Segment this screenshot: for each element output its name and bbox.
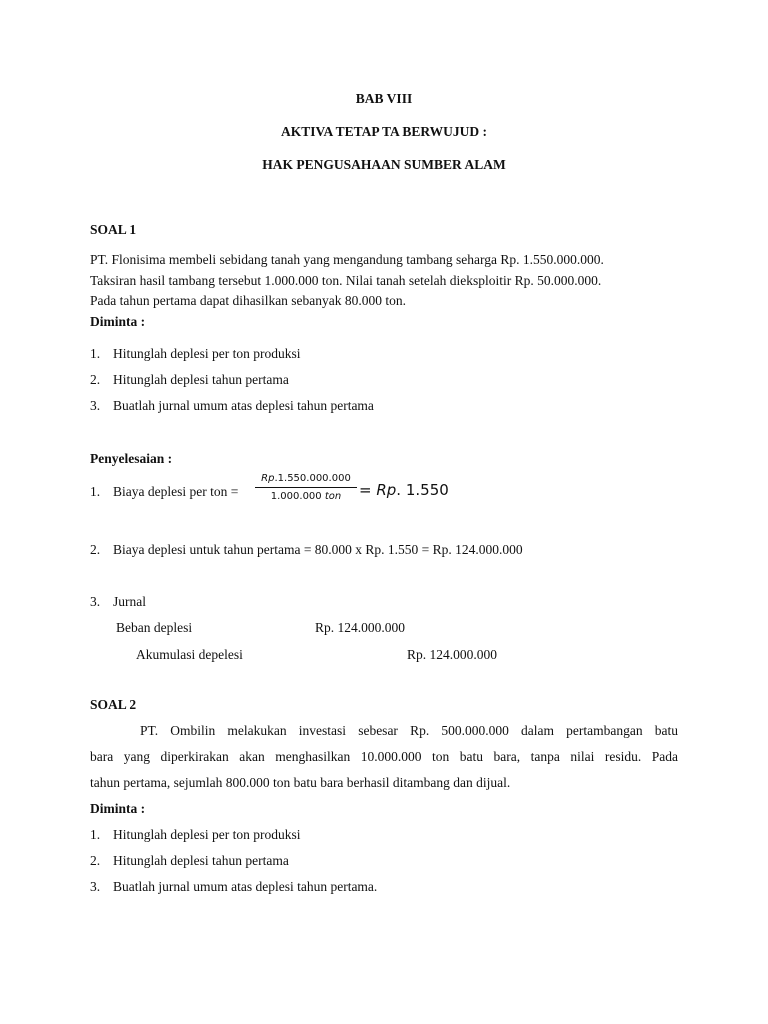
soal1-item-number: 2. (90, 372, 101, 387)
soal1-para-line-3: Pada tahun pertama dapat dihasilkan sebanyak 80.000 ton. (90, 293, 407, 308)
step3-label: Jurnal (113, 594, 146, 609)
soal1-heading: SOAL 1 (90, 222, 137, 237)
fraction-bar (255, 487, 357, 488)
solution-heading: Penyelesaian : (90, 451, 173, 466)
soal2-diminta-label: Diminta : (90, 801, 146, 816)
chapter-title: BAB VIII (355, 91, 413, 106)
chapter-subtitle-2: HAK PENGUSAHAAN SUMBER ALAM (262, 157, 506, 172)
soal1-diminta-label: Diminta : (90, 314, 146, 329)
step1-label: Biaya deplesi per ton = (113, 484, 239, 499)
soal2-item-text: Buatlah jurnal umum atas deplesi tahun pertama. (113, 879, 378, 894)
soal1-item-text: Hitunglah deplesi per ton produksi (113, 346, 301, 361)
step3-number: 3. (90, 594, 101, 609)
soal1-item-text: Hitunglah deplesi tahun pertama (113, 372, 289, 387)
soal2-item-text: Hitunglah deplesi per ton produksi (113, 827, 301, 842)
step2-number: 2. (90, 542, 101, 557)
journal-credit-amount: Rp. 124.000.000 (407, 647, 498, 662)
soal2-para-line-3: tahun pertama, sejumlah 800.000 ton batu bara berhasil ditambang dan dijual. (90, 775, 511, 790)
soal2-item-number: 1. (90, 827, 101, 842)
journal-debit-account: Beban deplesi (116, 620, 193, 635)
step2-text: Biaya deplesi untuk tahun pertama = 80.000 x Rp. 1.550 = Rp. 124.000.000 (113, 542, 523, 557)
soal1-para-line-2: Taksiran hasil tambang tersebut 1.000.000 ton. Nilai tanah setelah dieksploitir Rp. 50.000.000. (90, 273, 602, 288)
fraction-numerator: Rp.1.550.000.000 (261, 473, 351, 484)
soal2-item-number: 2. (90, 853, 101, 868)
step1-result: = Rp. 1.550 (359, 481, 449, 499)
soal2-para-line-2: bara yang diperkirakan akan menghasilkan 10.000.000 ton batu bara, tanpa nilai residu. Pada (90, 749, 678, 764)
soal1-item-text: Buatlah jurnal umum atas deplesi tahun pertama (113, 398, 374, 413)
soal1-item-number: 1. (90, 346, 101, 361)
depletion-fraction (255, 472, 357, 504)
soal2-heading: SOAL 2 (90, 697, 137, 712)
journal-debit-amount: Rp. 124.000.000 (315, 620, 406, 635)
step1-number: 1. (90, 484, 101, 499)
chapter-subtitle-1: AKTIVA TETAP TA BERWUJUD : (280, 124, 488, 139)
fraction-denominator: 1.000.000 ton (270, 491, 342, 502)
soal2-item-text: Hitunglah deplesi tahun pertama (113, 853, 289, 868)
soal1-para-line-1: PT. Flonisima membeli sebidang tanah yang mengandung tambang seharga Rp. 1.550.000.000. (90, 252, 604, 267)
soal2-para-line-1: PT. Ombilin melakukan investasi sebesar Rp. 500.000.000 dalam pertambangan batu (140, 723, 678, 738)
soal2-item-number: 3. (90, 879, 101, 894)
journal-credit-account: Akumulasi depelesi (136, 647, 243, 662)
soal1-item-number: 3. (90, 398, 101, 413)
